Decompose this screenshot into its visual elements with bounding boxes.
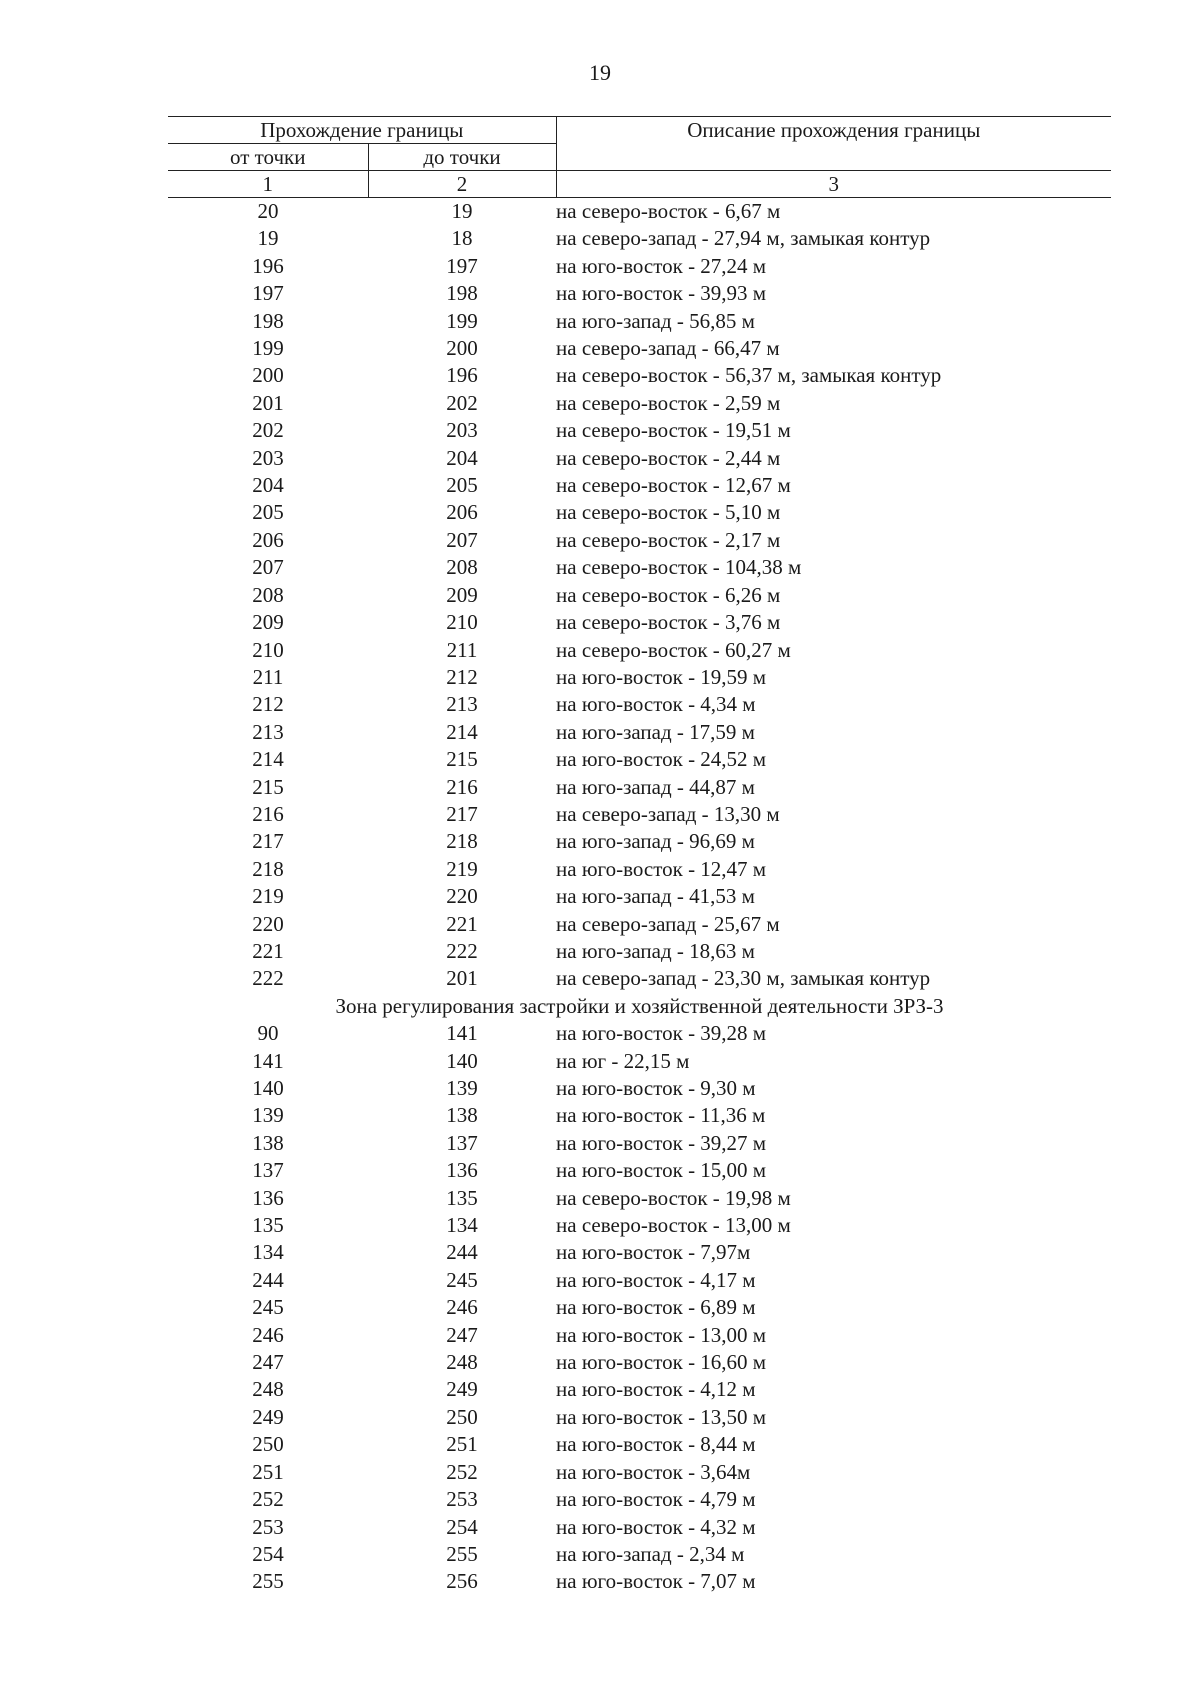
description-cell: на юго-восток - 4,12 м: [556, 1377, 756, 1402]
to-point-cell: 19: [451, 199, 473, 223]
description-cell: на юго-восток - 7,07 м: [556, 1569, 756, 1594]
table-row: [168, 883, 1111, 910]
description-cell: на северо-восток - 19,98 м: [556, 1185, 791, 1210]
to-point-cell: 251: [446, 1432, 478, 1457]
description-cell: на юго-восток - 15,00 м: [556, 1158, 767, 1183]
description-cell: на северо-восток - 2,59 м: [556, 390, 781, 415]
description-cell: на юго-восток - 9,30 м: [556, 1076, 756, 1100]
description-cell: на юго-восток - 4,32 м: [556, 1514, 756, 1539]
to-point-cell: 135: [446, 1185, 478, 1210]
to-point-cell: 221: [446, 911, 478, 936]
header-col-number-3: 3: [556, 171, 1111, 198]
table-body: [168, 198, 1111, 1596]
description-cell: на северо-запад - 13,30 м: [556, 801, 780, 826]
description-cell: на юго-восток - 7,97м: [556, 1240, 751, 1265]
from-point-cell: 205: [252, 500, 284, 525]
description-cell: на северо-запад - 25,67 м: [556, 911, 780, 936]
to-point-cell: 140: [446, 1048, 478, 1073]
description-cell: на юго-восток - 12,47 м: [556, 856, 767, 881]
to-point-cell: 141: [446, 1021, 478, 1046]
table-row: [168, 691, 1111, 718]
description-cell: на юг - 22,15 м: [556, 1048, 690, 1073]
to-point-cell: 216: [446, 774, 478, 799]
to-point-cell: 256: [446, 1569, 478, 1594]
description-cell: на юго-восток - 39,93 м: [556, 281, 767, 306]
to-point-cell: 201: [446, 966, 478, 991]
to-point-cell: 203: [446, 418, 478, 443]
from-point-cell: 254: [252, 1541, 284, 1566]
from-point-cell: 197: [252, 281, 284, 306]
to-point-cell: 139: [446, 1076, 478, 1100]
table-row: [168, 1185, 1111, 1212]
description-cell: на юго-восток - 6,89 м: [556, 1295, 756, 1320]
table-row: [168, 225, 1111, 252]
table-row: [168, 445, 1111, 472]
to-point-cell: 205: [446, 473, 478, 498]
from-point-cell: 90: [257, 1021, 279, 1046]
from-point-cell: 248: [252, 1377, 284, 1402]
description-cell: на юго-запад - 44,87 м: [556, 774, 755, 799]
description-cell: на юго-восток - 39,27 м: [556, 1130, 767, 1155]
to-point-cell: 136: [446, 1158, 478, 1183]
to-point-cell: 206: [446, 500, 478, 525]
to-point-cell: 217: [446, 801, 478, 826]
description-cell: на юго-восток - 39,28 м: [556, 1021, 767, 1046]
description-cell: на северо-восток - 13,00 м: [556, 1213, 791, 1238]
to-point-cell: 134: [446, 1213, 478, 1238]
from-point-cell: 136: [252, 1185, 284, 1210]
from-point-cell: 208: [252, 582, 284, 607]
to-point-cell: 212: [446, 664, 478, 689]
description-cell: на юго-восток - 8,44 м: [556, 1432, 756, 1457]
from-point-cell: 250: [252, 1432, 284, 1457]
section-heading: Зона регулирования застройки и хозяйственной деятельности ЗРЗ-3: [335, 993, 944, 1018]
to-point-cell: 245: [446, 1267, 478, 1292]
table-row: [168, 938, 1111, 965]
from-point-cell: 138: [252, 1130, 284, 1155]
table-row: [168, 746, 1111, 773]
to-point-cell: 18: [451, 226, 473, 251]
table-row: [168, 801, 1111, 828]
table-row: [168, 1267, 1111, 1294]
description-cell: на северо-восток - 2,44 м: [556, 445, 781, 470]
table-row: [168, 637, 1111, 664]
table-row: [168, 1102, 1111, 1129]
header-col-number-2: 2: [368, 171, 556, 198]
table-row: [168, 774, 1111, 801]
table-row: [168, 1431, 1111, 1458]
description-cell: на северо-запад - 27,94 м, замыкая контур: [556, 226, 931, 251]
table-row: [168, 1075, 1111, 1102]
table-row: [168, 582, 1111, 609]
to-point-cell: 219: [446, 856, 478, 881]
from-point-cell: 206: [252, 527, 284, 552]
from-point-cell: 255: [252, 1569, 284, 1594]
table-row: [168, 390, 1111, 417]
description-cell: на юго-запад - 17,59 м: [556, 719, 755, 744]
from-point-cell: 246: [252, 1322, 284, 1347]
table-row: [168, 1322, 1111, 1349]
from-point-cell: 220: [252, 911, 284, 936]
to-point-cell: 220: [446, 884, 478, 909]
description-cell: на юго-восток - 4,17 м: [556, 1267, 756, 1292]
from-point-cell: 135: [252, 1213, 284, 1238]
table-row: [168, 965, 1111, 992]
table-row: [168, 472, 1111, 499]
description-cell: на юго-восток - 27,24 м: [556, 253, 767, 278]
table-row: [168, 1459, 1111, 1486]
from-point-cell: 204: [252, 473, 284, 498]
table-row: [168, 1514, 1111, 1541]
to-point-cell: 198: [446, 281, 478, 306]
to-point-cell: 248: [446, 1350, 478, 1375]
from-point-cell: 199: [252, 336, 284, 361]
from-point-cell: 218: [252, 856, 284, 881]
description-cell: на северо-восток - 60,27 м: [556, 637, 791, 662]
to-point-cell: 202: [446, 390, 478, 415]
description-cell: на северо-восток - 19,51 м: [556, 418, 791, 443]
header-description: Описание прохождения границы: [556, 117, 1111, 171]
to-point-cell: 137: [446, 1130, 478, 1155]
table-row: [168, 609, 1111, 636]
header-col-number-1: 1: [168, 171, 368, 198]
description-cell: на юго-восток - 3,64м: [556, 1459, 751, 1484]
table-row: [168, 499, 1111, 526]
to-point-cell: 249: [446, 1377, 478, 1402]
from-point-cell: 200: [252, 363, 284, 388]
from-point-cell: 244: [252, 1267, 284, 1292]
from-point-cell: 251: [252, 1459, 284, 1484]
to-point-cell: 204: [446, 445, 478, 470]
description-cell: на северо-восток - 3,76 м: [556, 610, 781, 635]
description-cell: на юго-запад - 18,63 м: [556, 938, 755, 963]
description-cell: на юго-восток - 11,36 м: [556, 1103, 766, 1128]
from-point-cell: 215: [252, 774, 284, 799]
description-cell: на юго-восток - 16,60 м: [556, 1350, 767, 1375]
description-cell: на северо-восток - 6,26 м: [556, 582, 781, 607]
table-row: [168, 554, 1111, 581]
table-row: [168, 253, 1111, 280]
page-number: 19: [589, 60, 611, 85]
table-row: [168, 828, 1111, 855]
to-point-cell: 210: [446, 610, 478, 635]
from-point-cell: 212: [252, 692, 284, 717]
to-point-cell: 196: [446, 363, 478, 388]
table-header: [168, 117, 1111, 198]
table-row: [168, 198, 1111, 226]
from-point-cell: 20: [257, 199, 279, 223]
description-cell: на юго-восток - 4,34 м: [556, 692, 756, 717]
from-point-cell: 214: [252, 747, 284, 772]
to-point-cell: 197: [446, 253, 478, 278]
from-point-cell: 202: [252, 418, 284, 443]
description-cell: на северо-восток - 6,67 м: [556, 199, 781, 223]
table-row: [168, 856, 1111, 883]
from-point-cell: 247: [252, 1350, 284, 1375]
from-point-cell: 134: [252, 1240, 284, 1265]
description-cell: на северо-восток - 2,17 м: [556, 527, 781, 552]
table-row: [168, 335, 1111, 362]
table-row: [168, 417, 1111, 444]
to-point-cell: 209: [446, 582, 478, 607]
table-row: [168, 1376, 1111, 1403]
table-row: [168, 1157, 1111, 1184]
to-point-cell: 253: [446, 1487, 478, 1512]
to-point-cell: 211: [446, 637, 478, 662]
from-point-cell: 245: [252, 1295, 284, 1320]
header-to-point: до точки: [368, 144, 556, 171]
to-point-cell: 247: [446, 1322, 478, 1347]
section-heading-row: [168, 993, 1111, 1020]
table-row: [168, 1294, 1111, 1321]
table-row: [168, 362, 1111, 389]
from-point-cell: 19: [257, 226, 279, 251]
description-cell: на северо-восток - 12,67 м: [556, 473, 791, 498]
from-point-cell: 210: [252, 637, 284, 662]
to-point-cell: 200: [446, 336, 478, 361]
from-point-cell: 198: [252, 308, 284, 333]
table-row: [168, 1404, 1111, 1431]
from-point-cell: 213: [252, 719, 284, 744]
to-point-cell: 214: [446, 719, 478, 744]
description-cell: на юго-восток - 19,59 м: [556, 664, 767, 689]
to-point-cell: 246: [446, 1295, 478, 1320]
to-point-cell: 199: [446, 308, 478, 333]
table-row: [168, 527, 1111, 554]
to-point-cell: 207: [446, 527, 478, 552]
from-point-cell: 211: [252, 664, 284, 689]
from-point-cell: 249: [252, 1404, 284, 1429]
table-row: [168, 1020, 1111, 1047]
description-cell: на северо-восток - 56,37 м, замыкая контур: [556, 363, 942, 388]
description-cell: на юго-запад - 41,53 м: [556, 884, 755, 909]
table-row: [168, 280, 1111, 307]
to-point-cell: 222: [446, 938, 478, 963]
table-row: [168, 1239, 1111, 1266]
description-cell: на юго-запад - 56,85 м: [556, 308, 755, 333]
to-point-cell: 254: [446, 1514, 478, 1539]
table-row: [168, 308, 1111, 335]
header-boundary-passage: Прохождение границы: [168, 117, 556, 144]
description-cell: на юго-запад - 96,69 м: [556, 829, 755, 854]
boundary-table: [168, 116, 1111, 1596]
table-row: [168, 911, 1111, 938]
table-row: [168, 1130, 1111, 1157]
to-point-cell: 255: [446, 1541, 478, 1566]
from-point-cell: 140: [252, 1076, 284, 1100]
table-row: [168, 1048, 1111, 1075]
table-row: [168, 1486, 1111, 1513]
from-point-cell: 196: [252, 253, 284, 278]
description-cell: на юго-восток - 24,52 м: [556, 747, 767, 772]
description-cell: на северо-восток - 104,38 м: [556, 555, 802, 580]
to-point-cell: 252: [446, 1459, 478, 1484]
from-point-cell: 203: [252, 445, 284, 470]
from-point-cell: 219: [252, 884, 284, 909]
to-point-cell: 215: [446, 747, 478, 772]
description-cell: на юго-восток - 13,00 м: [556, 1322, 767, 1347]
from-point-cell: 217: [252, 829, 284, 854]
from-point-cell: 137: [252, 1158, 284, 1183]
table-row: [168, 1349, 1111, 1376]
to-point-cell: 213: [446, 692, 478, 717]
table-row: [168, 1212, 1111, 1239]
header-from-point: от точки: [168, 144, 368, 171]
description-cell: на юго-восток - 13,50 м: [556, 1404, 767, 1429]
description-cell: на северо-восток - 5,10 м: [556, 500, 781, 525]
from-point-cell: 209: [252, 610, 284, 635]
description-cell: на юго-восток - 4,79 м: [556, 1487, 756, 1512]
table-row: [168, 1541, 1111, 1568]
description-cell: на северо-запад - 23,30 м, замыкая контур: [556, 966, 931, 991]
table-row: [168, 719, 1111, 746]
from-point-cell: 207: [252, 555, 284, 580]
from-point-cell: 252: [252, 1487, 284, 1512]
to-point-cell: 244: [446, 1240, 478, 1265]
to-point-cell: 208: [446, 555, 478, 580]
to-point-cell: 250: [446, 1404, 478, 1429]
from-point-cell: 216: [252, 801, 284, 826]
description-cell: на юго-запад - 2,34 м: [556, 1541, 745, 1566]
to-point-cell: 138: [446, 1103, 478, 1128]
from-point-cell: 253: [252, 1514, 284, 1539]
from-point-cell: 141: [252, 1048, 284, 1073]
from-point-cell: 139: [252, 1103, 284, 1128]
from-point-cell: 221: [252, 938, 284, 963]
description-cell: на северо-запад - 66,47 м: [556, 336, 780, 361]
table-row: [168, 664, 1111, 691]
to-point-cell: 218: [446, 829, 478, 854]
from-point-cell: 222: [252, 966, 284, 991]
table-row: [168, 1568, 1111, 1595]
from-point-cell: 201: [252, 390, 284, 415]
